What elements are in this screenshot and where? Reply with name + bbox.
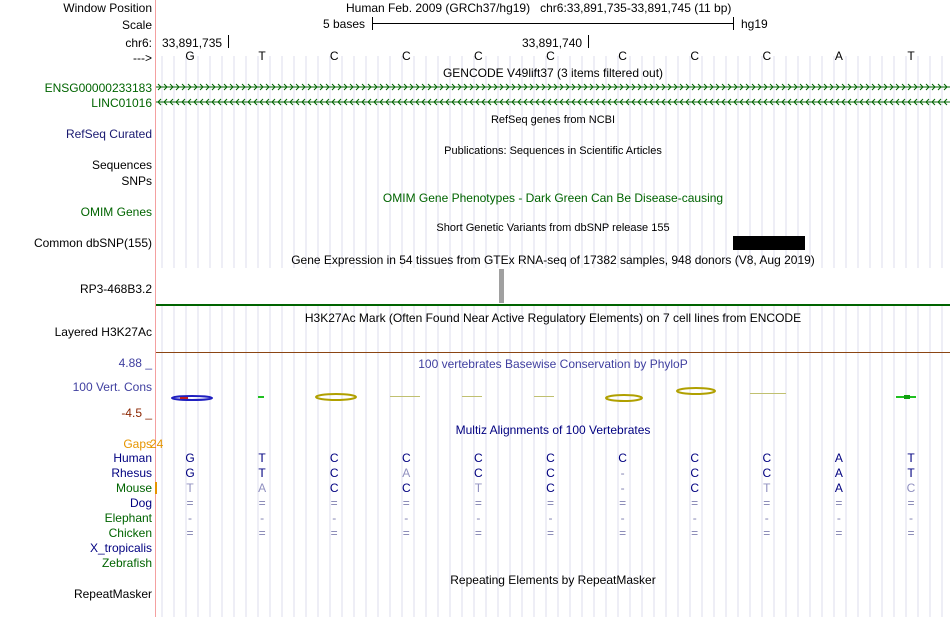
phylop-sequence-logo bbox=[156, 385, 950, 405]
alignment-cell-human: C bbox=[762, 451, 772, 465]
phylop-max-label: 4.88 _ bbox=[118, 356, 152, 370]
base-letter: C bbox=[618, 49, 627, 63]
base-letter: T bbox=[258, 49, 266, 63]
phylop-track-title[interactable]: 100 vertebrates Basewise Conservation by PhyloP bbox=[418, 357, 688, 371]
snps-label[interactable]: SNPs bbox=[121, 174, 152, 188]
alignment-cell-mouse: T bbox=[763, 481, 771, 495]
alignment-cell-mouse: C bbox=[690, 481, 700, 495]
alignment-cell-dog: = bbox=[907, 496, 915, 510]
gencode-track-title[interactable]: GENCODE V49lift37 (3 items filtered out) bbox=[442, 66, 664, 80]
alignment-cell-rhesus: A bbox=[834, 466, 843, 480]
alignment-cell-chicken: = bbox=[763, 526, 771, 540]
species-label-rhesus[interactable]: Rhesus bbox=[111, 466, 152, 480]
species-label-elephant[interactable]: Elephant bbox=[104, 511, 152, 525]
base-letter: T bbox=[907, 49, 915, 63]
alignment-cell-rhesus: C bbox=[329, 466, 339, 480]
alignment-cell-human: C bbox=[401, 451, 411, 465]
position-mid: 33,891,740 bbox=[522, 36, 583, 50]
alignment-cell-rhesus: C bbox=[474, 466, 483, 480]
gtex-gene-line bbox=[156, 304, 950, 306]
alignment-cell-rhesus: T bbox=[907, 466, 915, 480]
gtex-item-label[interactable]: RP3-468B3.2 bbox=[79, 282, 152, 296]
scale-bar bbox=[372, 23, 734, 24]
alignment-cell-mouse: A bbox=[834, 481, 843, 495]
alignment-cell-human: C bbox=[618, 451, 627, 465]
alignment-cell-chicken: = bbox=[186, 526, 194, 540]
alignment-cell-human: C bbox=[474, 451, 483, 465]
alignment-cell-mouse: C bbox=[906, 481, 916, 495]
alignment-cell-dog: = bbox=[763, 496, 771, 510]
omim-track-title[interactable]: OMIM Gene Phenotypes - Dark Green Can Be Disease-causing bbox=[382, 191, 724, 205]
dbsnp-label[interactable]: Common dbSNP(155) bbox=[33, 236, 152, 250]
multiz-track-title[interactable]: Multiz Alignments of 100 Vertebrates bbox=[455, 423, 651, 437]
scale-value: 5 bases bbox=[323, 17, 366, 31]
sequences-track-title[interactable]: Publications: Sequences in Scientific Articles bbox=[444, 145, 662, 157]
alignment-cell-chicken: = bbox=[330, 526, 338, 540]
alignment-cell-elephant: - bbox=[909, 511, 913, 525]
species-label-dog[interactable]: Dog bbox=[129, 496, 152, 510]
gencode-gene-linc-track[interactable] bbox=[156, 96, 950, 108]
mouse-row-marker bbox=[155, 482, 157, 494]
alignment-cell-rhesus: C bbox=[546, 466, 555, 480]
species-label-chicken[interactable]: Chicken bbox=[108, 526, 152, 540]
alignment-cell-elephant: - bbox=[620, 511, 625, 525]
alignment-cell-dog: = bbox=[691, 496, 699, 510]
alignment-cell-dog: = bbox=[474, 496, 482, 510]
alignment-cell-elephant: - bbox=[188, 511, 192, 525]
alignment-cell-dog: = bbox=[402, 496, 410, 510]
species-label-x_tropicalis[interactable]: X_tropicalis bbox=[89, 541, 152, 555]
species-label-human[interactable]: Human bbox=[113, 451, 152, 465]
alignment-cell-dog: = bbox=[330, 496, 338, 510]
alignment-cell-chicken: = bbox=[258, 526, 266, 540]
alignment-cell-rhesus: G bbox=[185, 466, 195, 480]
gencode-item-ensg[interactable]: ENSG00000233183 bbox=[44, 81, 152, 95]
dbsnp-track-title[interactable]: Short Genetic Variants from dbSNP release 155 bbox=[436, 222, 670, 234]
alignment-cell-chicken: = bbox=[691, 526, 699, 540]
alignment-cell-mouse: C bbox=[546, 481, 555, 495]
alignment-cell-rhesus: C bbox=[762, 466, 772, 480]
alignment-cell-chicken: = bbox=[835, 526, 843, 540]
alignment-cell-rhesus: C bbox=[690, 466, 700, 480]
chrom-label: chr6: bbox=[125, 36, 152, 50]
alignment-cell-elephant: - bbox=[692, 511, 697, 525]
scale-bar-right-tick bbox=[733, 17, 734, 30]
alignment-cell-elephant: - bbox=[404, 511, 409, 525]
alignment-cell-chicken: = bbox=[619, 526, 627, 540]
refseq-track-title[interactable]: RefSeq genes from NCBI bbox=[490, 114, 616, 126]
position-mid-tick bbox=[588, 35, 589, 48]
alignment-cell-elephant: - bbox=[260, 511, 265, 525]
repeatmasker-label[interactable]: RepeatMasker bbox=[73, 587, 152, 601]
base-letter: C bbox=[401, 49, 411, 63]
base-letter: C bbox=[474, 49, 483, 63]
position-start-tick bbox=[228, 35, 229, 48]
alignment-cell-dog: = bbox=[186, 496, 194, 510]
gtex-track-area[interactable] bbox=[156, 268, 950, 305]
alignment-cell-human: C bbox=[546, 451, 555, 465]
alignment-cell-mouse: - bbox=[620, 481, 625, 495]
alignment-cell-dog: = bbox=[546, 496, 554, 510]
alignment-cell-human: G bbox=[185, 451, 195, 465]
base-letter: C bbox=[329, 49, 339, 63]
position-start: 33,891,735 bbox=[162, 36, 223, 50]
scale-assembly: hg19 bbox=[741, 17, 768, 31]
alignment-cell-human: C bbox=[690, 451, 700, 465]
scale-bar-left-tick bbox=[372, 17, 373, 30]
omim-label[interactable]: OMIM Genes bbox=[80, 205, 152, 219]
scale-label: Scale bbox=[121, 18, 152, 32]
base-letter: C bbox=[762, 49, 772, 63]
gencode-gene-ensg-track[interactable] bbox=[156, 81, 950, 93]
alignment-cell-dog: = bbox=[619, 496, 627, 510]
alignment-cell-rhesus: T bbox=[258, 466, 266, 480]
base-letter: C bbox=[546, 49, 555, 63]
alignment-cell-dog: = bbox=[258, 496, 266, 510]
alignment-cell-elephant: - bbox=[548, 511, 553, 525]
gaps-value: 24 bbox=[150, 437, 164, 451]
species-label-zebrafish[interactable]: Zebrafish bbox=[101, 556, 152, 570]
alignment-cell-dog: = bbox=[835, 496, 843, 510]
alignment-cell-elephant: - bbox=[836, 511, 841, 525]
base-letter: G bbox=[185, 49, 195, 63]
alignment-cell-chicken: = bbox=[474, 526, 482, 540]
gtex-track-title[interactable]: Gene Expression in 54 tissues from GTEx RNA-seq of 17382 samples, 948 donors (V8, Aug 2019) bbox=[291, 253, 815, 267]
window-position-label: Window Position bbox=[63, 1, 152, 15]
dbsnp-variant-block[interactable] bbox=[733, 236, 805, 250]
alignment-cell-human: A bbox=[834, 451, 843, 465]
h3k27ac-track-title[interactable]: H3K27Ac Mark (Often Found Near Active Regulatory Elements) on 7 cell lines from ENCODE bbox=[304, 311, 802, 325]
gaps-label[interactable]: Gaps bbox=[123, 437, 152, 451]
h3k27ac-signal-line bbox=[156, 352, 950, 353]
phylop-min-label: -4.5 _ bbox=[121, 406, 152, 420]
alignment-cell-elephant: - bbox=[332, 511, 337, 525]
alignment-cell-mouse: T bbox=[474, 481, 483, 495]
repeatmasker-track-title[interactable]: Repeating Elements by RepeatMasker bbox=[450, 573, 656, 587]
alignment-cell-mouse: A bbox=[258, 481, 267, 495]
alignment-cell-chicken: = bbox=[402, 526, 410, 540]
alignment-cell-rhesus: - bbox=[620, 466, 625, 480]
species-label-mouse[interactable]: Mouse bbox=[115, 481, 152, 495]
alignment-cell-mouse: T bbox=[186, 481, 194, 495]
base-letter: C bbox=[690, 49, 700, 63]
alignment-cell-human: T bbox=[258, 451, 266, 465]
phylop-label[interactable]: 100 Vert. Cons bbox=[72, 380, 152, 394]
alignment-cell-mouse: C bbox=[329, 481, 339, 495]
alignment-cell-chicken: = bbox=[546, 526, 554, 540]
alignment-cell-human: C bbox=[329, 451, 339, 465]
alignment-cell-human: T bbox=[907, 451, 915, 465]
h3k27ac-label[interactable]: Layered H3K27Ac bbox=[54, 325, 152, 339]
strand-label: ---> bbox=[133, 51, 152, 65]
sequences-label[interactable]: Sequences bbox=[91, 158, 152, 172]
alignment-cell-mouse: C bbox=[401, 481, 411, 495]
refseq-label[interactable]: RefSeq Curated bbox=[65, 127, 152, 141]
alignment-cell-elephant: - bbox=[476, 511, 481, 525]
base-letter: A bbox=[834, 49, 843, 63]
alignment-cell-elephant: - bbox=[764, 511, 769, 525]
gencode-item-linc[interactable]: LINC01016 bbox=[91, 96, 152, 110]
gtex-expression-bar[interactable] bbox=[499, 269, 504, 303]
window-position-value: Human Feb. 2009 (GRCh37/hg19) chr6:33,891,735-33,891,745 (11 bp) bbox=[346, 1, 732, 15]
alignment-cell-rhesus: A bbox=[402, 466, 411, 480]
alignment-cell-chicken: = bbox=[907, 526, 915, 540]
